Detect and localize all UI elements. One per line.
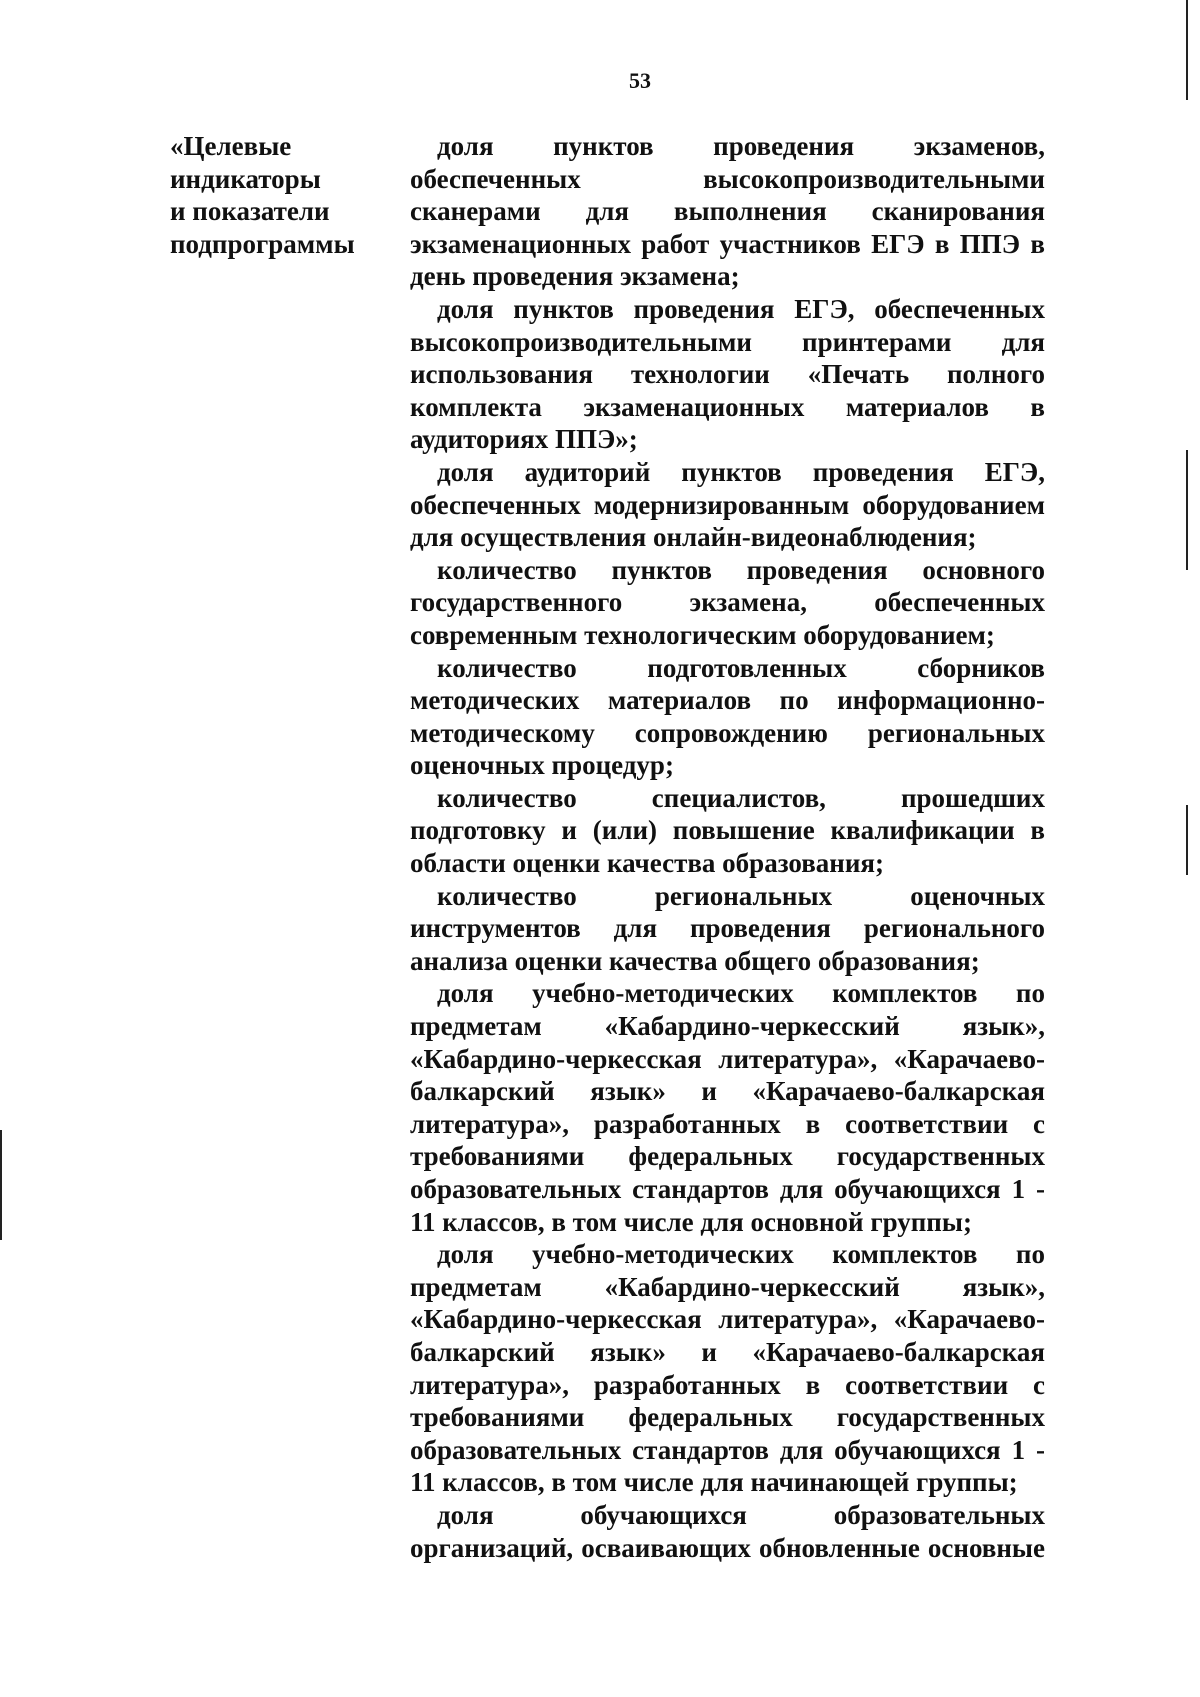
indicator-paragraph: количество подготовленных сборников методических материалов по информационно-методическому сопровождению региональных оценочных процедур; bbox=[410, 652, 1045, 781]
section-label-line: и показатели bbox=[170, 196, 330, 227]
indicator-paragraph: количество специалистов, прошедших подготовку и (или) повышение квалификации в области оценки качества образования; bbox=[410, 782, 1045, 879]
indicator-paragraph: доля обучающихся образовательных организаций, осваивающих обновленные основные bbox=[410, 1499, 1045, 1563]
scan-edge-mark bbox=[1186, 805, 1188, 875]
section-label-line: «Целевые bbox=[170, 131, 292, 161]
indicators-list bbox=[410, 130, 1045, 1564]
indicator-paragraph: доля учебно-методических комплектов по предметам «Кабардино-черкесский язык», «Кабардино-черкесская литература», «Карачаево-балкарский язык» и «Карачаево-балкарская литература», разработанных в соответствии с требованиями федеральных государственных образовательных стандартов для обучающихся 1 - 11 классов, в том числе для основной группы; bbox=[410, 978, 1045, 1237]
page-number: 53 bbox=[629, 68, 651, 93]
indicator-paragraph: доля аудиторий пунктов проведения ЕГЭ, обеспеченных модернизированным оборудованием для осуществления онлайн-видеонаблюдения; bbox=[410, 456, 1045, 553]
scan-edge-mark bbox=[1186, 0, 1188, 100]
indicator-paragraph: доля учебно-методических комплектов по предметам «Кабардино-черкесский язык», «Кабардино-черкесская литература», «Карачаево-балкарский язык» и «Карачаево-балкарская литература», разработанных в соответствии с требованиями федеральных государственных образовательных стандартов для обучающихся 1 - 11 классов, в том числе для начинающей группы; bbox=[410, 1239, 1045, 1498]
indicator-paragraph: доля пунктов проведения ЕГЭ, обеспеченных высокопроизводительными принтерами для использования технологии «Печать полного комплекта экзаменационных материалов в аудиториях ППЭ»; bbox=[410, 293, 1045, 455]
scan-edge-mark bbox=[1186, 450, 1188, 570]
scan-edge-mark bbox=[0, 1130, 2, 1240]
section-label-line: индикаторы bbox=[170, 163, 321, 194]
section-label-line: подпрограммы bbox=[170, 228, 355, 259]
indicator-paragraph: доля пунктов проведения экзаменов, обеспеченных высокопроизводительными сканерами для выполнения сканирования экзаменационных работ участников ЕГЭ в ППЭ в день проведения экзамена; bbox=[410, 131, 1045, 292]
section-label bbox=[170, 130, 380, 260]
indicator-paragraph: количество региональных оценочных инструментов для проведения регионального анализа оценки качества общего образования; bbox=[410, 880, 1045, 976]
indicator-paragraph: количество пунктов проведения основного государственного экзамена, обеспеченных современным технологическим оборудованием; bbox=[410, 554, 1045, 650]
